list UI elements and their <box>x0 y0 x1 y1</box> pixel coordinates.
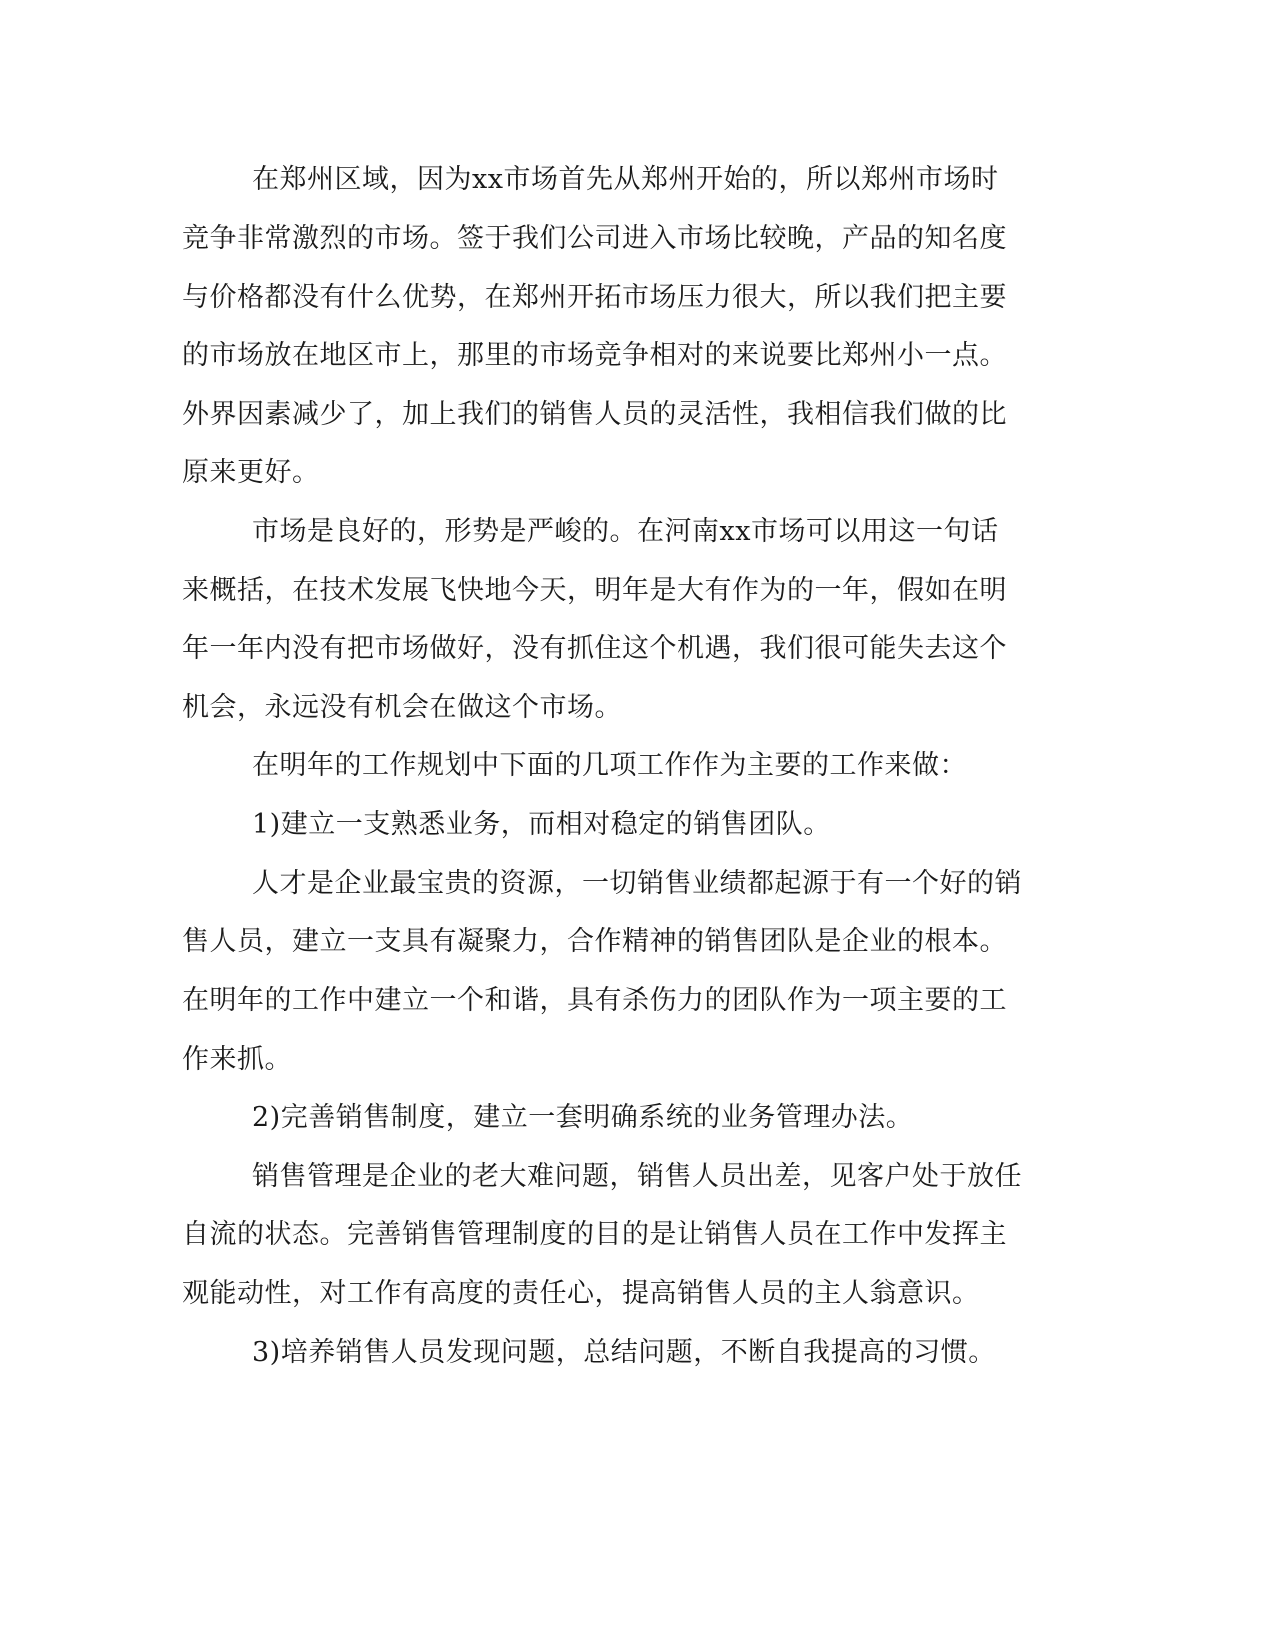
paragraph-1-line-3: 与价格都没有什么优势，在郑州开拓市场压力很大，所以我们把主要 <box>182 282 1007 313</box>
paragraph-4-line-3: 在明年的工作中建立一个和谐，具有杀伤力的团队作为一项主要的工 <box>182 985 1007 1016</box>
paragraph-1-line-6: 原来更好。 <box>182 457 320 488</box>
paragraph-2-line-4: 机会，永远没有机会在做这个市场。 <box>182 692 622 723</box>
paragraph-3-line-1: 在明年的工作规划中下面的几项工作作为主要的工作来做： <box>252 750 967 781</box>
paragraph-4-line-2: 售人员，建立一支具有凝聚力，合作精神的销售团队是企业的根本。 <box>182 926 1007 957</box>
paragraph-5-line-2: 自流的状态。完善销售管理制度的目的是让销售人员在工作中发挥主 <box>182 1219 1007 1250</box>
paragraph-5-line-1: 销售管理是企业的老大难问题，销售人员出差，见客户处于放任 <box>252 1161 1022 1192</box>
paragraph-5-line-3: 观能动性，对工作有高度的责任心，提高销售人员的主人翁意识。 <box>182 1278 980 1309</box>
paragraph-1-line-2: 竞争非常激烈的市场。签于我们公司进入市场比较晚，产品的知名度 <box>182 223 1007 254</box>
paragraph-1-line-4: 的市场放在地区市上，那里的市场竞争相对的来说要比郑州小一点。 <box>182 340 1007 371</box>
paragraph-1-line-1: 在郑州区域，因为xx市场首先从郑州开始的，所以郑州市场时 <box>252 164 999 195</box>
paragraph-4-line-4: 作来抓。 <box>182 1044 292 1075</box>
list-item-2-heading: 2)完善销售制度，建立一套明确系统的业务管理办法。 <box>252 1102 914 1133</box>
paragraph-1-line-5: 外界因素减少了，加上我们的销售人员的灵活性，我相信我们做的比 <box>182 399 1007 430</box>
paragraph-4-line-1: 人才是企业最宝贵的资源，一切销售业绩都起源于有一个好的销 <box>252 868 1022 899</box>
list-item-1-heading: 1)建立一支熟悉业务，而相对稳定的销售团队。 <box>252 809 831 840</box>
list-item-3-heading: 3)培养销售人员发现问题，总结问题，不断自我提高的习惯。 <box>252 1337 996 1368</box>
paragraph-2-line-3: 年一年内没有把市场做好，没有抓住这个机遇，我们很可能失去这个 <box>182 633 1007 664</box>
paragraph-2-line-1: 市场是良好的，形势是严峻的。在河南xx市场可以用这一句话 <box>252 516 999 547</box>
paragraph-2-line-2: 来概括，在技术发展飞快地今天，明年是大有作为的一年，假如在明 <box>182 575 1007 606</box>
